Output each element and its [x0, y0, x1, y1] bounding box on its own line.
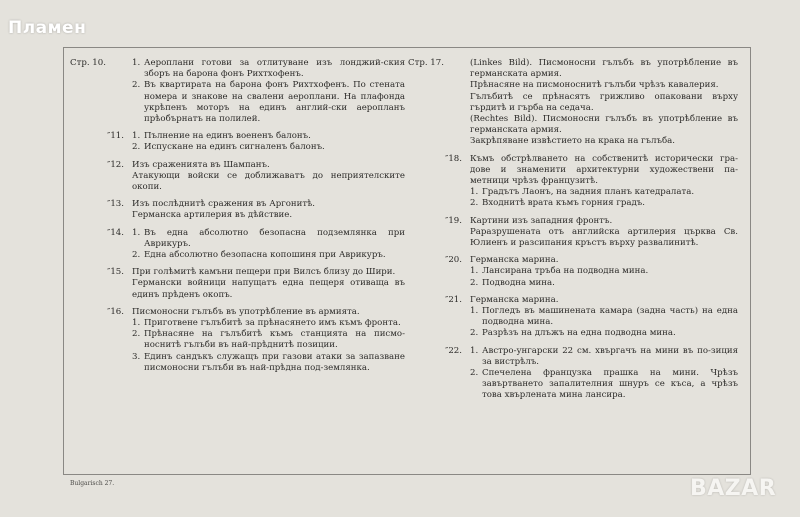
caption-text: Прѣнасяне на гълъбитѣ къмъ станцията на писмо-носнитѣ гълъби въ най-прѣднитѣ позиции.	[144, 329, 405, 351]
caption-line	[470, 328, 738, 339]
caption-entry	[70, 199, 405, 221]
item-number: 2.	[470, 198, 479, 209]
page-number: ″ 22.	[408, 346, 462, 357]
caption-text: Единъ сандъкъ служащъ при газови атаки за запазване писмоносни гълъби въ най-прѣдна под-землянка.	[144, 351, 405, 373]
item-number: 2.	[470, 328, 479, 339]
caption-text: Прѣнасяне на писмоноснитѣ гълъби чрѣзъ кавалерия.	[470, 80, 719, 91]
caption-text: Лансирана тръба на подводна мина.	[482, 266, 649, 277]
caption-line	[470, 255, 738, 266]
caption-text: (Rechtes Bild). Писмоносни гълъбъ въ употрѣбление въ германската армия.	[470, 114, 738, 136]
caption-text: Германска артилерия въ дѣйствие.	[132, 210, 293, 221]
caption-line	[132, 329, 405, 351]
caption-line	[132, 58, 405, 80]
item-number: 1.	[470, 306, 479, 317]
item-number: 1.	[132, 227, 141, 238]
page-number: ″ 14.	[70, 228, 124, 239]
caption-text: Подводна мина.	[482, 277, 555, 288]
item-number: 2.	[470, 277, 479, 288]
caption-line	[470, 295, 738, 306]
caption-line	[132, 142, 405, 153]
caption-line	[470, 187, 738, 198]
caption-line	[470, 58, 738, 80]
caption-text: Германски войници напущатъ една пещеря отиваща въ единъ прѣденъ окопъ.	[132, 278, 405, 300]
caption-text: Погледъ въ машинената камара (задна часть) на една подводна мина.	[482, 306, 738, 328]
page-number: ″ 15.	[70, 267, 124, 278]
caption-line	[132, 160, 405, 171]
page-number: ″ 20.	[408, 255, 462, 266]
caption-text: Въ една абсолютно безопасна подземлянка при Аврикуръ.	[144, 227, 405, 249]
caption-line	[470, 92, 738, 114]
item-number: 2.	[132, 250, 141, 261]
caption-text: Спечелена французка прашка на мини. Чрѣзъ завъртването запалителния шнуръ се къса, а чрѣзъ това хвърлената мина лансира.	[482, 368, 738, 401]
caption-text: При голѣмитѣ камъни пещери при Вилсъ близу до Шири.	[132, 267, 396, 278]
item-number: 1.	[470, 345, 479, 356]
caption-entry	[408, 255, 738, 289]
item-number: 2.	[132, 329, 141, 340]
caption-line	[132, 278, 405, 300]
caption-text: (Linkes Bild). Писмоносни гълъбъ въ употрѣбление въ германската армия.	[470, 58, 738, 80]
caption-text: Атакующи войски се доближаватъ до неприятелските окопи.	[132, 170, 405, 193]
caption-text: Закрѣпяване извѣстието на крака на гълъба.	[470, 136, 675, 147]
caption-line	[132, 250, 405, 261]
caption-entry	[408, 216, 738, 250]
caption-entry	[408, 295, 738, 340]
caption-line	[132, 228, 405, 250]
caption-text: Въ квартирата на барона фонъ Рихтхофенъ. По стената номера и знакове на свалени аероплани. На плафонда укрѣпенъ моторъ на единъ англий-ски аеропланъ прѣобърнатъ на полилей.	[144, 80, 405, 125]
caption-line	[132, 171, 405, 193]
page-number: ″ 12.	[70, 160, 124, 171]
item-number: 1.	[132, 318, 141, 329]
caption-line	[132, 352, 405, 374]
caption-text: Пълнение на единъ воененъ балонъ.	[144, 131, 311, 142]
item-number: 2.	[132, 142, 141, 153]
caption-line	[132, 267, 405, 278]
caption-line	[132, 199, 405, 210]
caption-text: Къмъ обстрѣлването на собственитѣ исторически гра-дове и знаменити архитектурни художествени па-метници чрѣзъ французитѣ.	[470, 153, 738, 187]
caption-text: Изъ послѣднитѣ сражения въ Аргонитѣ.	[132, 199, 316, 210]
page-number: ″ 11.	[70, 131, 124, 142]
item-number: 1.	[470, 266, 479, 277]
caption-text: Изъ сраженията въ Шампанъ.	[132, 159, 270, 170]
caption-entry	[70, 160, 405, 194]
left-column	[70, 58, 405, 380]
caption-text: Германска марина.	[470, 255, 559, 266]
item-number: 2.	[470, 368, 479, 379]
page-number: ″ 18.	[408, 154, 462, 165]
caption-line	[470, 136, 738, 147]
caption-line	[132, 318, 405, 329]
item-number: 1.	[132, 58, 141, 68]
item-number: 1.	[132, 131, 141, 142]
caption-text: Приготвене гълъбитѣ за прѣнасянето имъ къмъ фронта.	[144, 318, 401, 329]
caption-text: Една абсолютно безопасна копошиня при Аврикуръ.	[144, 250, 386, 261]
caption-entry	[70, 228, 405, 262]
caption-text: Разрѣзъ на длъжъ на една подводна мина.	[482, 328, 676, 339]
caption-line	[470, 154, 738, 188]
caption-text: Раразрушената отъ английска артилерия църква Св. Юлиенъ и разсипания кръстъ върху развалинитѣ.	[470, 226, 738, 249]
caption-line	[132, 131, 405, 142]
caption-line	[470, 80, 738, 91]
caption-entry	[70, 58, 405, 125]
page-number: ″ 19.	[408, 216, 462, 227]
caption-line	[132, 307, 405, 318]
caption-line	[470, 198, 738, 209]
footer-note: Bulgarisch 27.	[70, 480, 115, 487]
caption-text: Германска марина.	[470, 294, 559, 305]
caption-text: Аероплани готови за отлитуване изъ лонджий-ския зборъ на барона фонъ Рихтхофенъ.	[144, 58, 405, 80]
item-number: 1.	[470, 187, 479, 198]
caption-entry	[70, 307, 405, 374]
caption-entry	[408, 346, 738, 402]
caption-text: Писмоносни гълъбъ въ употрѣбление въ армията.	[132, 306, 360, 317]
caption-line	[132, 210, 405, 221]
caption-text: Гълъбитѣ се прѣнасятъ грижливо опаковани върху гърдитѣ и гърба на седача.	[470, 91, 738, 113]
caption-line	[470, 346, 738, 368]
page-number: Стр. 10.	[70, 58, 106, 68]
watermark-top: Пламен	[8, 18, 87, 38]
caption-entry	[408, 58, 738, 148]
caption-line	[470, 216, 738, 227]
caption-line	[470, 278, 738, 289]
caption-line	[470, 114, 738, 136]
caption-line	[132, 80, 405, 125]
caption-text: Градътъ Лаонъ, на задния планъ катедралата.	[482, 187, 695, 198]
page-number: ″ 13.	[70, 199, 124, 210]
page-number: ″ 21.	[408, 295, 462, 306]
caption-entry	[408, 154, 738, 210]
item-number: 2.	[132, 80, 141, 91]
caption-line	[470, 227, 738, 249]
page-number: ″ 16.	[70, 307, 124, 318]
caption-line	[470, 368, 738, 402]
caption-line	[470, 266, 738, 277]
page-number: Стр. 17.	[408, 58, 444, 68]
caption-line	[470, 306, 738, 328]
watermark-bottom: BAZAR	[690, 476, 777, 501]
caption-entry	[70, 131, 405, 153]
caption-text: Картини изъ западния фронтъ.	[470, 215, 613, 226]
caption-text: Австро-унгарски 22 см. хвъргачъ на мини въ по-зиция за вистрѣлъ.	[482, 345, 738, 367]
caption-text: Входнитѣ врата къмъ горния градъ.	[482, 198, 645, 209]
caption-entry	[70, 267, 405, 301]
item-number: 3.	[132, 351, 141, 362]
caption-text: Испускане на единъ сигналенъ балонъ.	[144, 142, 325, 153]
right-column	[408, 58, 738, 408]
